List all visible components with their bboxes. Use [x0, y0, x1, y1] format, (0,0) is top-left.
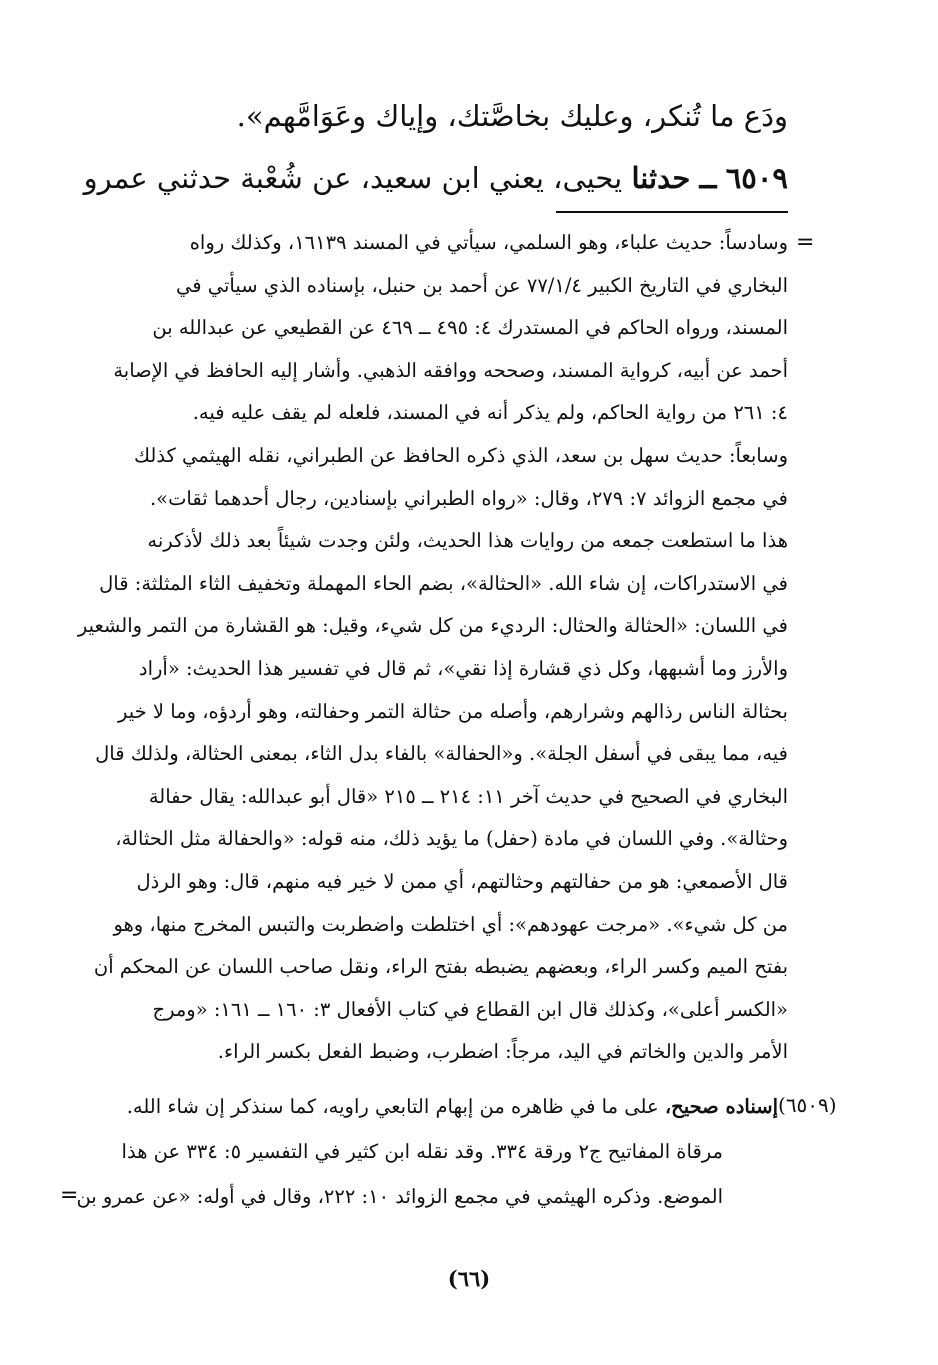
footnote-line: هذا ما استطعت جمعه من روايات هذا الحديث، ولئن وجدت شيئاً بعد ذلك لأذكرنه	[147, 529, 788, 553]
footnote-line: وحثالة». وفي اللسان في مادة (حفل) ما يؤيد ذلك، منه قوله: «والحفالة مثل الحثالة،	[115, 827, 788, 851]
footnote-line: ٤: ٢٦١ من رواية الحاكم، ولم يذكر أنه في المسند، فلعله لم يقف عليه فيه.	[192, 401, 788, 425]
footnote-line: أحمد عن أبيه، كرواية المسند، وصححه ووافقه الذهبي. وأشار إليه الحافظ في الإصابة	[113, 358, 788, 382]
footnote-6509-line-3: الموضع. وذكره الهيثمي في مجمع الزوائد ١٠: ٢٢٢، وقال في أوله: «عن عمرو بن	[76, 1185, 723, 1208]
footnote-6509-bold-lead: إسناده صحيح،	[664, 1095, 778, 1118]
main-text-line-1-text: ودَع ما تُنكر، وعليك بخاصَّتك، وإياك وعَوَامَّهم».	[236, 99, 788, 133]
footnote-line: البخاري في الصحيح في حديث آخر ١١: ٢١٤ ــ ٢١٥ «قال أبو عبدالله: يقال حفالة	[148, 784, 788, 808]
hadith-dash: ــ	[699, 161, 717, 195]
footnote-line: في الاستدراكات، إن شاء الله. «الحثالة»، بضم الحاء المهملة وتخفيف الثاء المثلثة: قال	[99, 571, 788, 595]
footnote-line: المسند، ورواه الحاكم في المستدرك ٤: ٤٩٥ ــ ٤٦٩ عن القطيعي عن عبدالله بن	[152, 316, 788, 340]
footnote-line: وسادساً: حديث علباء، وهو السلمي، سيأتي في المسند ١٦١٣٩، وكذلك رواه	[189, 231, 788, 254]
footnote-line: الأمر والدين والخاتم في اليد، مرجاً: اضطرب، وضبط الفعل بكسر الراء.	[217, 1040, 788, 1064]
footnote-line: في اللسان: «الحثالة والحثال: الرديء من كل شيء، وقيل: هو القشارة من التمر والشعير	[77, 614, 788, 638]
footnote-line: البخاري في التاريخ الكبير ٧٧/١/٤ عن أحمد بن حنبل، بإسناده الذي سيأتي في	[175, 273, 788, 297]
footnote-line: والأرز وما أشبهها، وكل ذي قشارة إذا نقي»، ثم قال في تفسير هذا الحديث: «أراد	[138, 657, 788, 680]
footnote-6509-line-2: مرقاة المفاتيح ج٢ ورقة ٣٣٤. وقد نقله ابن كثير في التفسير ٥: ٣٣٤ عن هذا	[121, 1140, 723, 1163]
footnote-line: بفتح الميم وكسر الراء، وبعضهم يضبطه بفتح الراء، ونقل صاحب اللسان عن المحكم أن	[93, 955, 788, 979]
footnote-6509-number: (٦٥٠٩)	[778, 1093, 837, 1117]
footnote-line: وسابعاً: حديث سهل بن سعد، الذي ذكره الحافظ عن الطبراني، نقله الهيثمي كذلك	[133, 444, 788, 467]
footnote-line: في مجمع الزوائد ٧: ٢٧٩، وقال: «رواه الطبراني بإسنادين، رجال أحدهما ثقات».	[149, 486, 788, 510]
footnote-6509-line-1	[126, 1092, 778, 1122]
footnote-line: بحثالة الناس رذالهم وشرارهم، وأصله من حثالة التمر وحفالته، وهو أردؤه، وما لا خير	[118, 699, 788, 723]
continuation-marker-top: =	[796, 230, 815, 255]
continuation-marker-bottom: =	[60, 1183, 79, 1208]
footnote-line: «الكسر أعلى»، وكذلك قال ابن القطاع في كتاب الأفعال ٣: ١٦٠ ــ ١٦١: «ومرج	[152, 997, 788, 1021]
main-text-line-1	[88, 96, 788, 136]
hadith-heading-line	[83, 158, 788, 198]
footnote-line: من كل شيء». «مرجت عهودهم»: أي اختلطت واضطربت والتبس المخرج منها، وهو	[113, 912, 788, 936]
footnote-6509-line-1-rest: على ما في ظاهره من إبهام التابعي راويه، كما سنذكر إن شاء الله.	[126, 1095, 659, 1118]
hadith-number: ٦٥٠٩	[725, 161, 788, 195]
footnote-line: فيه، مما يبقى في أسفل الجلة». و«الحفالة» بالفاء بدل الثاء، بمعنى الحثالة، ولذلك قال	[95, 742, 788, 766]
hadith-lead-word: حدثنا	[631, 161, 691, 195]
footnote-separator-rule	[556, 211, 788, 213]
hadith-heading-rest: يحيى، يعني ابن سعيد، عن شُعْبة حدثني عمرو	[83, 161, 623, 195]
page-number: (٦٦)	[447, 1266, 491, 1291]
footnote-line: قال الأصمعي: هو من حفالتهم وحثالتهم، أي ممن لا خير فيه منهم، قال: وهو الرذل	[136, 870, 788, 893]
